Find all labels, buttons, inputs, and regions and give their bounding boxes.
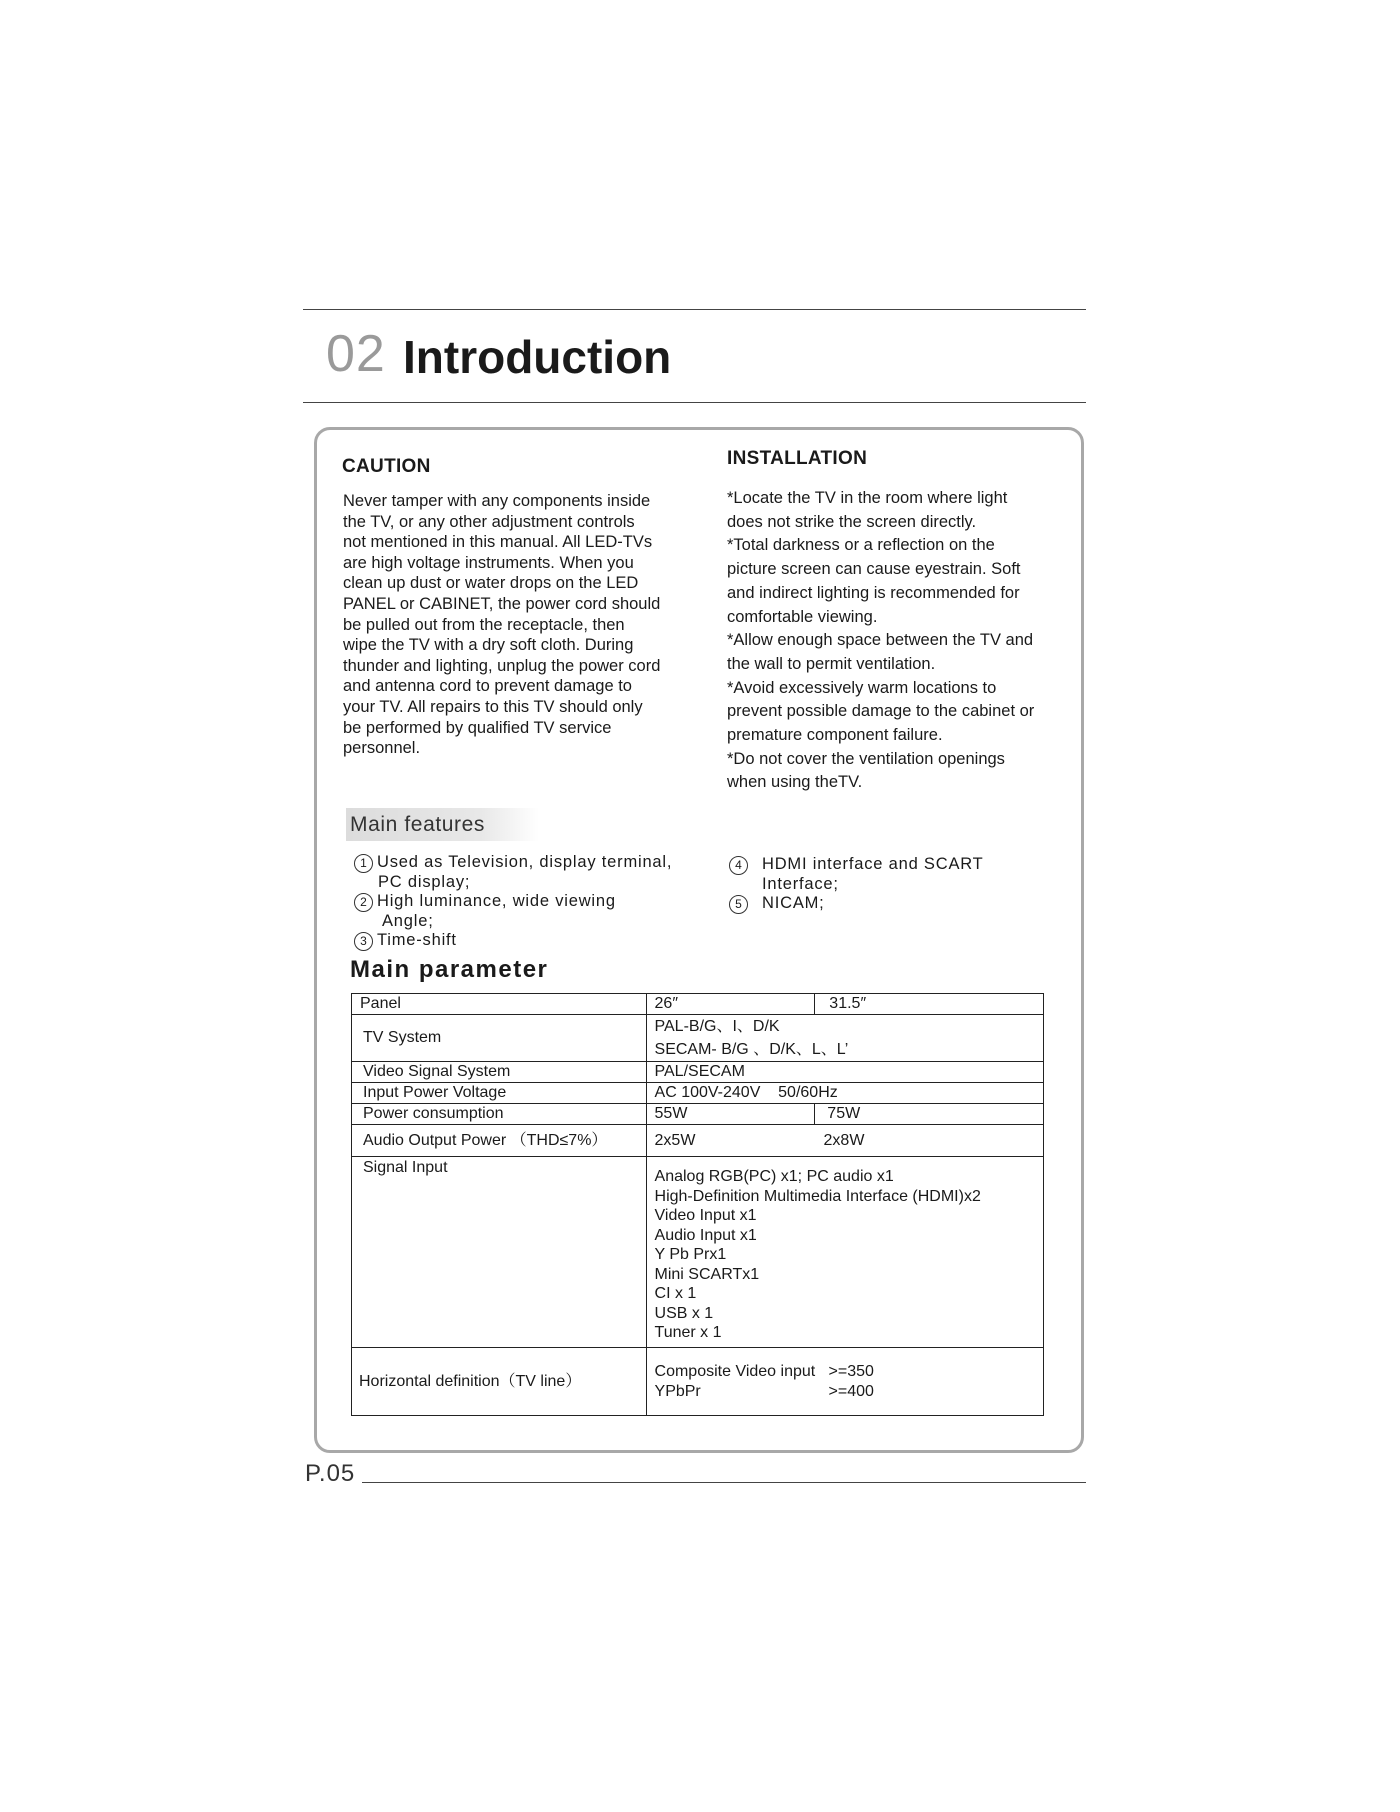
header-bottom-rule (303, 402, 1086, 403)
feature-item-2 (354, 892, 616, 932)
installation-line: when using theTV. (727, 773, 863, 792)
circled-number: 2 (354, 893, 373, 912)
row-label: TV System (352, 1015, 647, 1062)
row-value: AC 100V-240V 50/60Hz (646, 1083, 1043, 1104)
caution-line: personnel. (343, 739, 421, 758)
row-value: 2x8W (823, 1131, 865, 1149)
list-item: Audio Input x1 (654, 1226, 757, 1244)
feature-item-5 (729, 894, 825, 914)
installation-line: *Allow enough space between the TV and (727, 631, 1034, 650)
feature-text-cont: Angle; (382, 912, 434, 930)
list-item: USB x 1 (654, 1304, 714, 1322)
feature-item-1 (354, 853, 672, 893)
row-value: >=400 (828, 1382, 874, 1400)
row-label: Video Signal System (352, 1062, 647, 1083)
row-value: 75W (815, 1104, 1044, 1125)
list-item: Tuner x 1 (654, 1324, 722, 1341)
feature-item-3 (354, 931, 457, 951)
caution-line: be performed by qualified TV service (343, 718, 612, 737)
table-row-tv-system (352, 1015, 1044, 1062)
row-label: Horizontal definition（TV line） (352, 1348, 647, 1416)
circled-number: 3 (354, 932, 373, 951)
caution-heading: CAUTION (342, 456, 431, 477)
caution-line: clean up dust or water drops on the LED (343, 574, 639, 593)
parameters-heading: Main parameter (350, 956, 549, 983)
row-value: 26″ (646, 994, 815, 1015)
table-row-video-signal (352, 1062, 1044, 1083)
installation-line: *Do not cover the ventilation openings (727, 749, 1005, 768)
features-heading-bar (346, 808, 539, 841)
caution-line: are high voltage instruments. When you (343, 553, 634, 572)
installation-line: and indirect lighting is recommended for (727, 583, 1020, 602)
feature-text: HDMI interface and SCART (762, 855, 984, 873)
table-row-horizontal-definition (352, 1348, 1044, 1416)
header-top-rule (303, 309, 1086, 310)
installation-line: *Total darkness or a reflection on the (727, 536, 995, 555)
row-value: SECAM- B/G 、D/K、L、L’ (654, 1040, 849, 1058)
row-value: 2x5W (654, 1131, 696, 1149)
row-value: 55W (646, 1104, 815, 1125)
installation-text (727, 487, 1067, 795)
row-label: Panel (352, 994, 647, 1015)
list-item: Analog RGB(PC) x1; PC audio x1 (654, 1168, 894, 1185)
installation-line: premature component failure. (727, 726, 943, 745)
installation-line: picture screen can cause eyestrain. Soft (727, 560, 1021, 579)
row-value: PAL-B/G、I、D/K (654, 1018, 780, 1035)
installation-line: prevent possible damage to the cabinet or (727, 702, 1035, 721)
row-label: Input Power Voltage (352, 1083, 647, 1104)
features-heading: Main features (350, 813, 486, 836)
row-value-block (646, 1348, 1043, 1416)
row-value-name: YPbPr (654, 1382, 701, 1400)
circled-number: 1 (354, 854, 373, 873)
feature-text: NICAM; (762, 894, 825, 912)
row-value: 31.5″ (815, 994, 1044, 1015)
caution-line: and antenna cord to prevent damage to (343, 677, 632, 696)
table-row-audio-output (352, 1125, 1044, 1157)
list-item: Y Pb Prx1 (654, 1246, 727, 1263)
footer-rule (362, 1482, 1086, 1483)
installation-line: *Avoid excessively warm locations to (727, 678, 997, 697)
caution-line: thunder and lighting, unplug the power cord (343, 656, 661, 675)
feature-item-4 (729, 855, 984, 895)
row-value-block (646, 1015, 1043, 1062)
caution-line: the TV, or any other adjustment controls (343, 512, 635, 531)
table-row-signal-input (352, 1157, 1044, 1348)
row-label: Audio Output Power （THD≤7%） (352, 1125, 647, 1157)
table-row-input-power (352, 1083, 1044, 1104)
caution-text (343, 491, 673, 759)
feature-text: High luminance, wide viewing (377, 892, 616, 910)
page-number: P.05 (305, 1460, 356, 1487)
caution-line: your TV. All repairs to this TV should only (343, 697, 643, 716)
feature-text-cont: PC display; (378, 873, 471, 891)
table-row-power-consumption (352, 1104, 1044, 1125)
installation-line: does not strike the screen directly. (727, 512, 977, 531)
installation-line: *Locate the TV in the room where light (727, 489, 1008, 507)
feature-text-cont: Interface; (762, 875, 839, 893)
caution-line: PANEL or CABINET, the power cord should (343, 594, 661, 613)
section-number: 02 (326, 325, 386, 383)
list-item: Video Input x1 (654, 1207, 757, 1224)
feature-text: Time-shift (377, 931, 457, 949)
row-value: PAL/SECAM (646, 1062, 1043, 1083)
caution-line: not mentioned in this manual. All LED-TVs (343, 533, 653, 552)
caution-line: Never tamper with any components inside (343, 492, 651, 510)
row-value: >=350 (828, 1363, 874, 1380)
list-item: High-Definition Multimedia Interface (HDMI)x2 (654, 1187, 981, 1205)
row-label: Power consumption (352, 1104, 647, 1125)
caution-line: wipe the TV with a dry soft cloth. During (343, 636, 634, 655)
row-value-block (646, 1157, 1043, 1348)
page-title: Introduction (403, 331, 672, 383)
circled-number: 5 (729, 895, 748, 914)
parameters-table (351, 993, 1044, 1416)
list-item: CI x 1 (654, 1285, 697, 1302)
row-value-block (646, 1125, 1043, 1157)
caution-line: be pulled out from the receptacle, then (343, 615, 625, 634)
circled-number: 4 (729, 856, 748, 875)
list-item: Mini SCARTx1 (654, 1265, 760, 1283)
installation-line: comfortable viewing. (727, 607, 878, 626)
installation-line: the wall to permit ventilation. (727, 654, 936, 673)
table-row-panel (352, 994, 1044, 1015)
feature-text: Used as Television, display terminal, (377, 853, 673, 871)
row-value-name: Composite Video input (654, 1363, 816, 1380)
installation-heading: INSTALLATION (727, 448, 868, 469)
row-label: Signal Input (352, 1157, 647, 1348)
